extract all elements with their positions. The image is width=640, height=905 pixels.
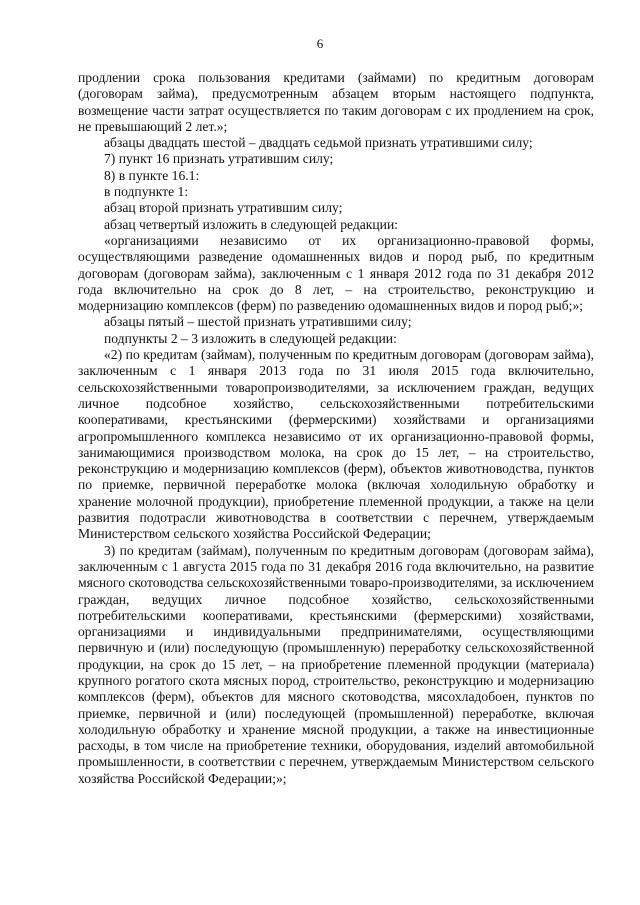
paragraph-subitem-2-text: «2) по кредитам (займам), полученным по кредитным договорам (договорам займа), заключенным с 1 января 2013 года по 31 июля 2015 года включительно, сельскохозяйственными товаропроизводителями, за исключением граждан, ведущих личное подсобное хозяйство, сельскохозяйственными потребительскими кооперативами, крестьянскими (фермерскими) хозяйствами и организациями агропромышленного комплекса независимо от их организационно-правовой формы, занимающимися производством молока, на срок до 15 лет, – на строительство, реконструкцию и модернизацию комплексов (ферм), объектов животноводства, пунктов по приемке, первичной переработке молока (включая холодильную обработку и хранение молочной продукции), приобретение племенной продукции, а также на цели развития подотрасли животноводства в соответствии с перечнем, утверждаемым Министерством сельского хозяйства Российской Федерации; [78, 347, 594, 542]
paragraph-item-7: 7) пункт 16 признать утратившим силу; [104, 151, 334, 167]
document-body [78, 70, 594, 787]
paragraph-subitem-1: в подпункте 1: [104, 184, 189, 200]
paragraph-quote-fish: «организациями независимо от их организационно-правовой формы, осуществляющими разведение одомашненных видов и пород рыб, по кредитным договорам (договорам займа), заключенным с 1 января 2012 года по 31 декабря 2012 года включительно на срок до 8 лет, – на строительство, реконструкцию и модернизацию комплексов (ферм) по разведению одомашненных видов и пород рыб;»; [78, 232, 594, 314]
paragraph-abzacy-26-27: абзацы двадцать шестой – двадцать седьмой признать утратившими силу; [104, 135, 533, 151]
paragraph-continuation: продлении срока пользования кредитами (займами) по кредитным договорам (договорам займа), предусмотренным абзацем вторым настоящего подпункта, возмещение части затрат осуществляется по таким договорам с их продлением на срок, не превышающий 2 лет.»; [78, 70, 594, 134]
paragraph-item-8: 8) в пункте 16.1: [104, 167, 200, 183]
paragraph-subitems-2-3: подпункты 2 – 3 изложить в следующей редакции: [104, 330, 397, 346]
paragraph-abzacy-5-6: абзацы пятый – шестой признать утратившими силу; [104, 314, 412, 330]
paragraph-abzac-4: абзац четвертый изложить в следующей редакции: [104, 216, 399, 232]
page-number: 6 [316, 36, 324, 51]
paragraph-abzac-2: абзац второй признать утратившим силу; [104, 200, 343, 216]
paragraph-subitem-3-text: 3) по кредитам (займам), полученным по кредитным договорам (договорам займа), заключенным с 1 августа 2015 года по 31 декабря 2016 года включительно, на развитие мясного скотоводства сельскохозяйственными товаро-производителями, за исключением граждан, ведущих личное подсобное хозяйство, сельскохозяйственными потребительскими кооперативами, крестьянскими (фермерскими) хозяйствами, организациями и индивидуальными предпринимателями, осуществляющими первичную и (или) последующую (промышленную) переработку сельскохозяйственной продукции, на срок до 15 лет, – на приобретение племенной продукции (материала) крупного рогатого скота мясных пород, строительство, реконструкцию и модернизацию комплексов (ферм), объектов для мясного скотоводства, мясохладобоен, пунктов по приемке, первичной и (или) последующей (промышленной) переработке, включая холодильную обработку и хранение мясной продукции, а также на инвестиционные расходы, в том числе на приобретение техники, оборудования, изделий автомобильной промышленности, в соответствии с перечнем, утверждаемым Министерством сельского хозяйства Российской Федерации;»; [78, 542, 594, 786]
